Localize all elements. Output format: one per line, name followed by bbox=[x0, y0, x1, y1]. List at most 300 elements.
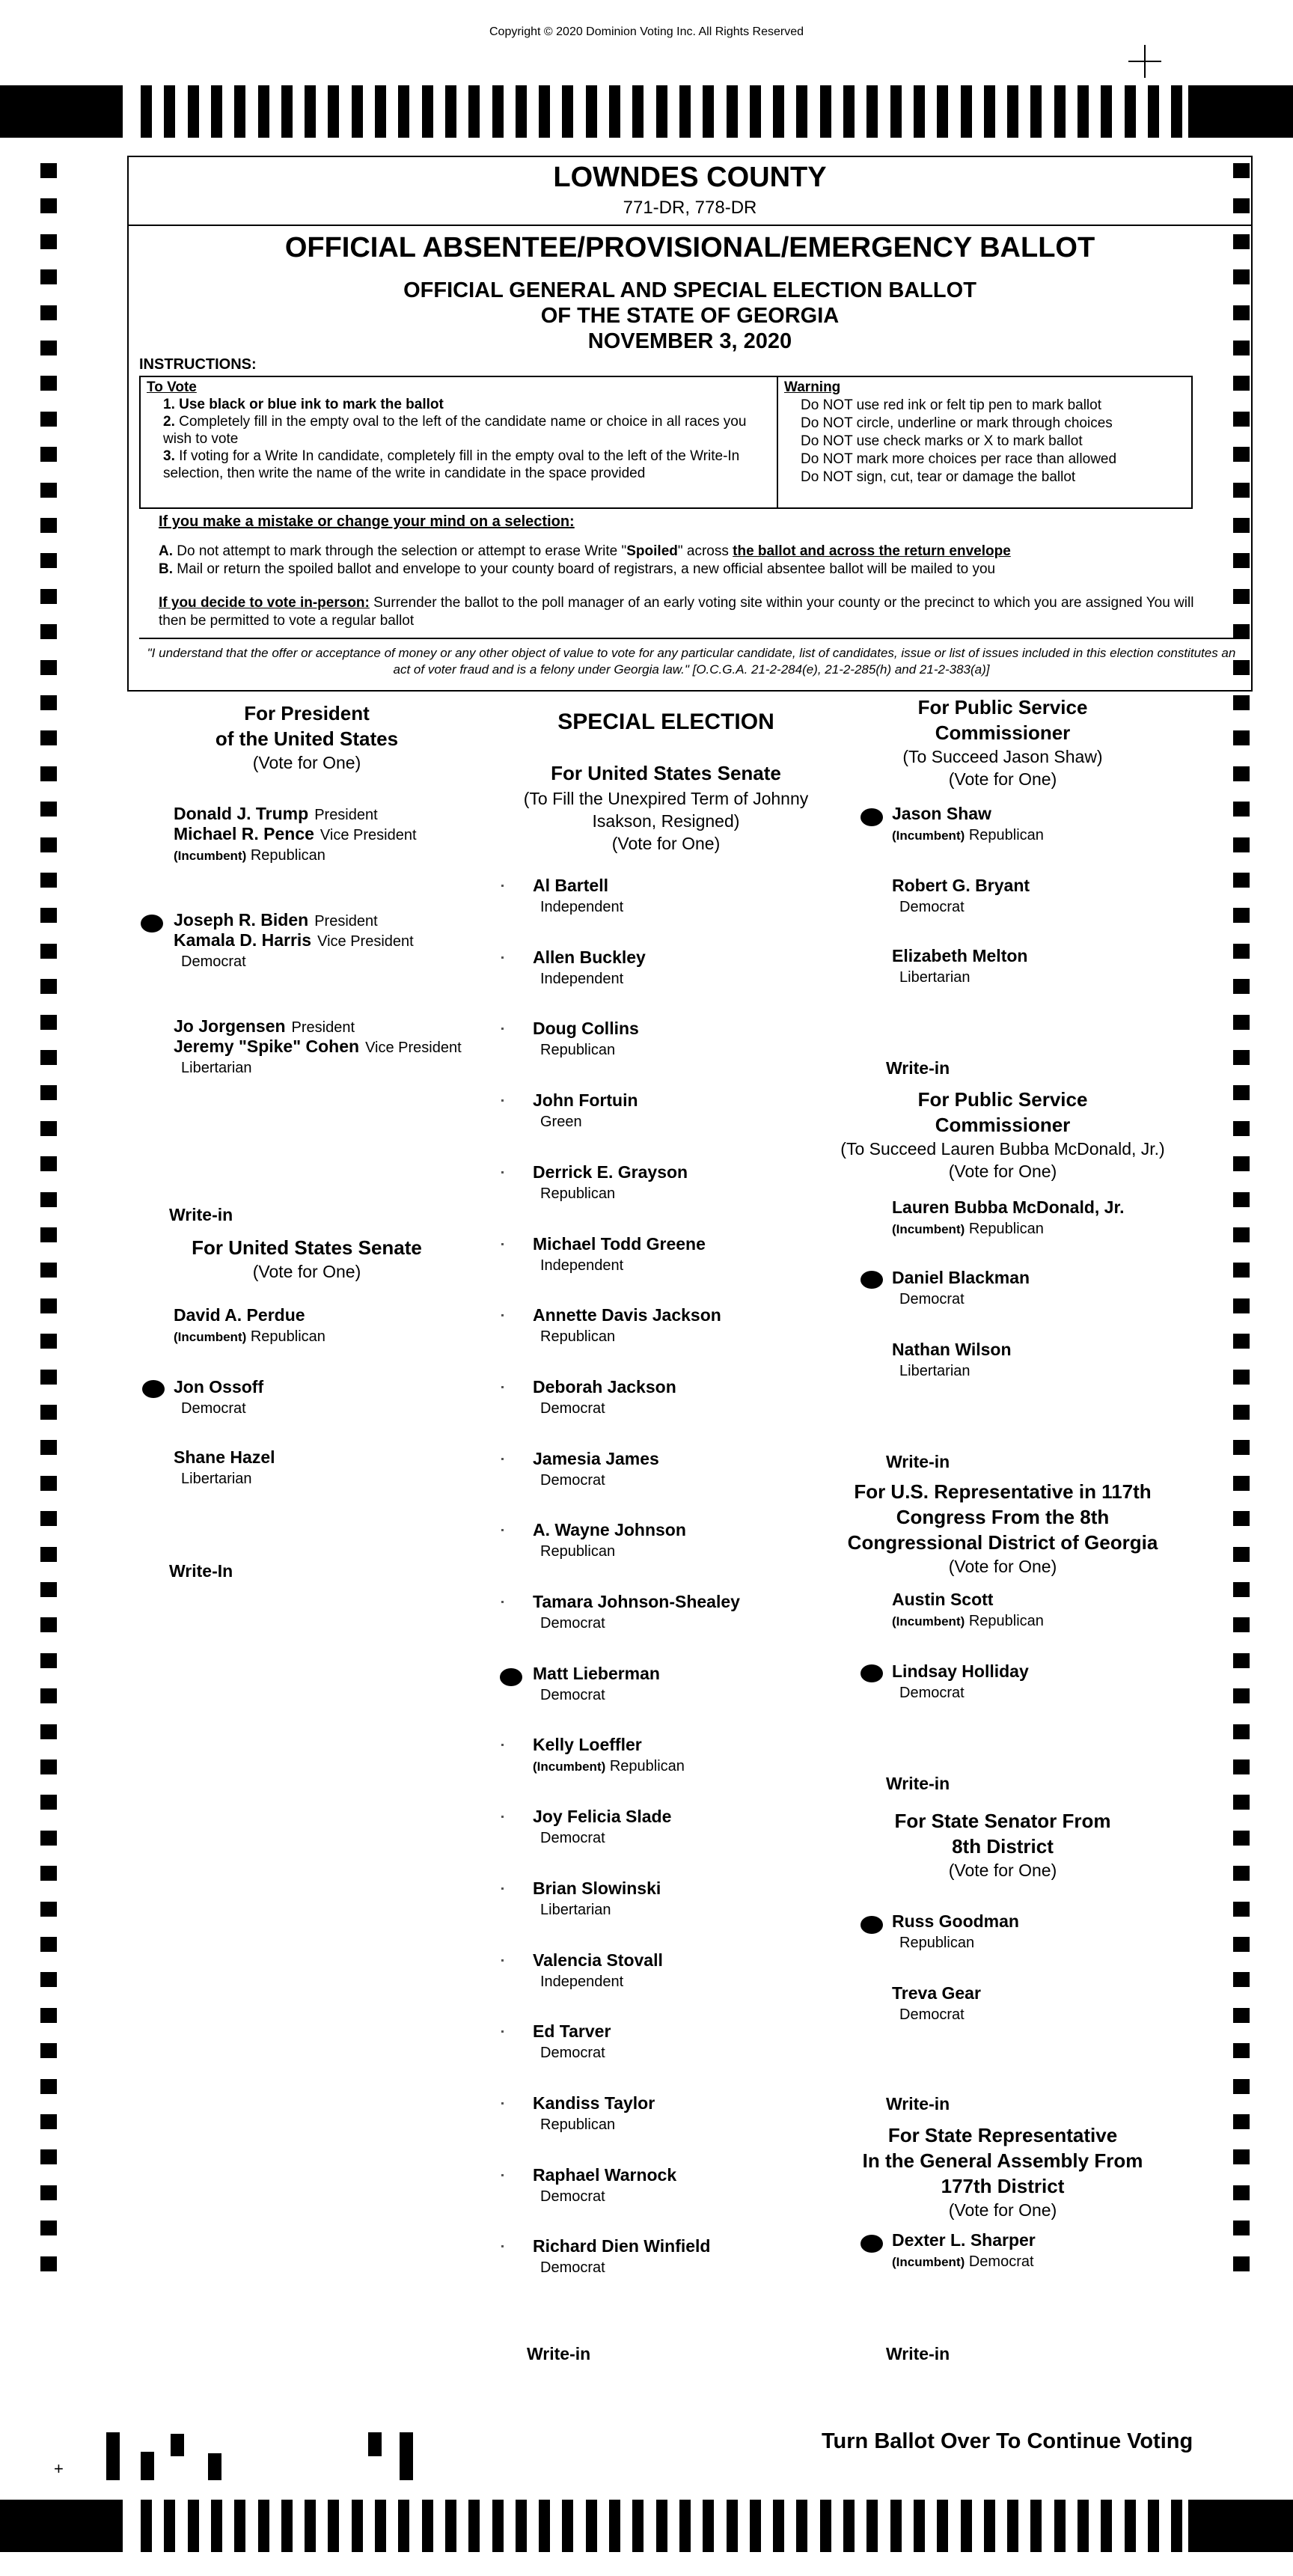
special-write-in[interactable]: Write-in bbox=[527, 2344, 591, 2363]
timing-mark bbox=[40, 1547, 57, 1562]
party-label: Republican bbox=[609, 1758, 685, 1775]
timing-stripe bbox=[703, 2500, 714, 2552]
timing-mark bbox=[40, 873, 57, 888]
candidate-name: John Fortuin bbox=[533, 1090, 638, 1111]
timing-stripe bbox=[422, 2500, 433, 2552]
timing-stripe bbox=[703, 85, 714, 138]
timing-mark bbox=[40, 1156, 57, 1171]
timing-stripe bbox=[984, 2500, 995, 2552]
timing-stripe bbox=[375, 85, 386, 138]
filled-vote-oval[interactable] bbox=[500, 1668, 522, 1686]
timing-mark bbox=[40, 1370, 57, 1385]
timing-stripe bbox=[375, 2500, 386, 2552]
timing-mark bbox=[40, 1121, 57, 1136]
timing-mark bbox=[40, 908, 57, 923]
timing-mark bbox=[40, 944, 57, 959]
special-candidate[interactable] bbox=[533, 1090, 638, 1131]
bottom-timing-bar bbox=[0, 2500, 1293, 2552]
to-vote-panel bbox=[141, 377, 778, 507]
special-candidate[interactable] bbox=[533, 947, 646, 988]
timing-stripe bbox=[820, 2500, 831, 2552]
timing-mark bbox=[40, 2185, 57, 2200]
filled-vote-oval[interactable] bbox=[861, 1271, 883, 1289]
timing-stripe bbox=[516, 2500, 527, 2552]
oath-divider bbox=[139, 638, 1241, 639]
timing-stripe bbox=[1125, 2500, 1136, 2552]
candidate-bryant[interactable]: Robert G. Bryant Democrat bbox=[892, 876, 1030, 915]
timing-stripe bbox=[796, 85, 807, 138]
candidate-gear[interactable]: Treva Gear Democrat bbox=[892, 1983, 981, 2023]
timing-stripe bbox=[1054, 2500, 1066, 2552]
us-rep-title: For U.S. Representative in 117th Congress From the 8th Congressional District of Georgia bbox=[847, 1480, 1158, 1554]
timing-mark bbox=[1233, 1688, 1250, 1703]
timing-stripe bbox=[328, 2500, 339, 2552]
registration-crosshair bbox=[1128, 45, 1161, 78]
registration-plus-icon: + bbox=[54, 2459, 64, 2478]
candidate-goodman[interactable]: Russ Goodman Republican bbox=[892, 1911, 1019, 1951]
special-candidate[interactable] bbox=[533, 1449, 659, 1489]
timing-stripe bbox=[516, 85, 527, 138]
party-label: Independent bbox=[540, 970, 624, 987]
party-label: Republican bbox=[540, 1543, 616, 1560]
empty-vote-oval[interactable] bbox=[501, 1386, 504, 1388]
timing-stripe bbox=[1125, 85, 1136, 138]
county-name: LOWNDES COUNTY bbox=[553, 162, 827, 193]
timing-mark bbox=[40, 2256, 57, 2271]
warning-panel bbox=[778, 377, 1191, 507]
timing-stripe bbox=[1030, 85, 1042, 138]
president-race-title: For President of the United States bbox=[215, 702, 399, 750]
filled-vote-oval[interactable] bbox=[142, 1380, 165, 1398]
candidate-name: Ed Tarver bbox=[533, 2021, 611, 2042]
filled-vote-oval[interactable] bbox=[141, 915, 163, 933]
timing-mark bbox=[40, 730, 57, 745]
timing-stripe bbox=[727, 2500, 738, 2552]
special-candidate[interactable] bbox=[533, 1878, 661, 1919]
timing-mark bbox=[1233, 1440, 1250, 1455]
timing-mark bbox=[40, 1972, 57, 1987]
copyright-notice: Copyright © 2020 Dominion Voting Inc. All Rights Reserved bbox=[489, 25, 804, 38]
timing-mark bbox=[40, 1476, 57, 1491]
timing-mark bbox=[40, 163, 57, 178]
timing-stripe bbox=[258, 85, 269, 138]
party-label: Democrat bbox=[540, 1686, 605, 1703]
timing-stripe bbox=[679, 2500, 691, 2552]
empty-vote-oval[interactable] bbox=[501, 1099, 504, 1102]
special-candidate[interactable] bbox=[533, 1234, 706, 1275]
timing-mark bbox=[1233, 1298, 1250, 1313]
timing-mark bbox=[40, 1866, 57, 1881]
header-divider bbox=[129, 225, 1251, 226]
psc-mcdonald-sub: (To Succeed Lauren Bubba McDonald, Jr.) (Vote for One) bbox=[840, 1139, 1165, 1181]
candidate-name: Joy Felicia Slade bbox=[533, 1807, 672, 1827]
warning-heading: Warning bbox=[784, 379, 841, 395]
timing-stripe bbox=[937, 85, 948, 138]
timing-stripe bbox=[211, 85, 222, 138]
timing-stripe bbox=[773, 85, 784, 138]
timing-mark bbox=[40, 1405, 57, 1420]
senate-write-in[interactable]: Write-In bbox=[169, 1561, 233, 1581]
timing-stripe bbox=[609, 85, 620, 138]
timing-mark bbox=[1233, 695, 1250, 710]
timing-mark bbox=[1233, 2149, 1250, 2164]
timing-mark bbox=[40, 1192, 57, 1207]
mistake-instruction-a: A. Do not attempt to mark through the selection or attempt to erase Write "Spoiled" across the ballot and across the return envelope bbox=[159, 543, 1011, 559]
timing-mark bbox=[40, 1263, 57, 1278]
timing-mark bbox=[1233, 1085, 1250, 1100]
timing-mark bbox=[40, 589, 57, 604]
timing-stripe bbox=[492, 2500, 504, 2552]
timing-mark bbox=[1233, 1334, 1250, 1349]
to-vote-step-3: 3. If voting for a Write In candidate, completely fill in the empty oval to the left of the Write-In selection, then write the name of the write in candidate in the space provided bbox=[163, 448, 740, 481]
timing-block bbox=[0, 2500, 123, 2552]
timing-stripe bbox=[750, 2500, 761, 2552]
timing-stripe bbox=[422, 85, 433, 138]
filled-vote-oval[interactable] bbox=[861, 1664, 883, 1682]
psc-mcdonald-write-in[interactable]: Write-in bbox=[886, 1452, 950, 1471]
candidate-name: Valencia Stovall bbox=[533, 1950, 663, 1970]
timing-mark bbox=[1233, 873, 1250, 888]
timing-mark bbox=[40, 660, 57, 675]
timing-stripe bbox=[305, 2500, 316, 2552]
candidate-hazel[interactable]: Shane Hazel Libertarian bbox=[174, 1447, 275, 1487]
special-candidate[interactable] bbox=[533, 2165, 676, 2206]
empty-vote-oval[interactable] bbox=[501, 1816, 504, 1818]
timing-stripe bbox=[890, 2500, 902, 2552]
party-label: Independent bbox=[540, 1973, 624, 1990]
special-candidate[interactable] bbox=[533, 1735, 685, 1775]
candidate-melton[interactable]: Elizabeth Melton Libertarian bbox=[892, 946, 1028, 986]
empty-vote-oval[interactable] bbox=[501, 1243, 504, 1245]
candidate-scott[interactable]: Austin Scott (Incumbent) Republican bbox=[892, 1590, 1044, 1629]
timing-stripe bbox=[562, 2500, 573, 2552]
special-candidate[interactable] bbox=[533, 2021, 611, 2062]
special-senate-title: For United States Senate bbox=[551, 762, 781, 784]
psc-shaw-sub: (To Succeed Jason Shaw) (Vote for One) bbox=[902, 747, 1103, 789]
president-write-in[interactable]: Write-in bbox=[169, 1205, 233, 1224]
candidate-ossoff[interactable]: Jon Ossoff Democrat bbox=[174, 1377, 264, 1417]
timing-mark bbox=[40, 376, 57, 391]
special-candidate[interactable] bbox=[533, 1162, 688, 1203]
candidate-name: Jamesia James bbox=[533, 1448, 659, 1468]
timing-mark bbox=[40, 2008, 57, 2023]
timing-mark bbox=[1233, 2185, 1250, 2200]
mistake-heading: If you make a mistake or change your mind on a selection: bbox=[159, 513, 575, 530]
candidate-blackman[interactable]: Daniel Blackman Democrat bbox=[892, 1268, 1030, 1307]
state-rep-write-in[interactable]: Write-in bbox=[886, 2344, 950, 2363]
instructions-table bbox=[139, 376, 1193, 509]
state-senate-title: For State Senator From 8th District bbox=[894, 1810, 1111, 1858]
timing-mark bbox=[40, 1653, 57, 1668]
timing-mark bbox=[40, 1440, 57, 1455]
empty-vote-oval[interactable] bbox=[501, 2030, 504, 2033]
timing-mark bbox=[40, 1688, 57, 1703]
timing-mark bbox=[40, 447, 57, 462]
candidate-name: Richard Dien Winfield bbox=[533, 2236, 711, 2256]
special-candidate[interactable] bbox=[533, 1950, 663, 1991]
state-senate-write-in[interactable]: Write-in bbox=[886, 2094, 950, 2113]
special-candidate[interactable] bbox=[533, 1592, 740, 1632]
timing-stripe bbox=[398, 2500, 409, 2552]
special-candidate[interactable] bbox=[533, 2093, 655, 2134]
timing-mark bbox=[40, 483, 57, 498]
empty-vote-oval[interactable] bbox=[501, 1959, 504, 1962]
timing-stripe bbox=[1054, 85, 1066, 138]
party-label: Independent bbox=[540, 899, 624, 915]
timing-mark bbox=[40, 1085, 57, 1100]
timing-stripe bbox=[211, 2500, 222, 2552]
timing-mark bbox=[1233, 1653, 1250, 1668]
candidate-holliday[interactable]: Lindsay Holliday Democrat bbox=[892, 1661, 1029, 1701]
timing-mark bbox=[40, 1015, 57, 1030]
party-label: Democrat bbox=[540, 2045, 605, 2062]
candidate-mcdonald[interactable]: Lauren Bubba McDonald, Jr. (Incumbent) Republican bbox=[892, 1197, 1125, 1237]
empty-vote-oval[interactable] bbox=[501, 1887, 504, 1890]
timing-mark bbox=[1233, 908, 1250, 923]
special-candidate[interactable] bbox=[533, 1019, 639, 1059]
president-vote-for: (Vote for One) bbox=[252, 753, 361, 772]
timing-mark bbox=[40, 412, 57, 427]
timing-stripe bbox=[586, 2500, 597, 2552]
special-candidate[interactable] bbox=[533, 2236, 710, 2277]
timing-stripe bbox=[609, 2500, 620, 2552]
candidate-name: A. Wayne Johnson bbox=[533, 1520, 686, 1540]
party-label: Democrat bbox=[540, 1471, 605, 1489]
instructions-label: INSTRUCTIONS: bbox=[139, 356, 257, 373]
timing-mark bbox=[1233, 1937, 1250, 1952]
timing-stripe bbox=[539, 2500, 550, 2552]
filled-vote-oval[interactable] bbox=[861, 808, 883, 826]
timing-mark bbox=[1233, 2008, 1250, 2023]
ballot-header-box bbox=[127, 156, 1253, 692]
senate-race-title: For United States Senate bbox=[192, 1236, 422, 1259]
psc-shaw-write-in[interactable]: Write-in bbox=[886, 1058, 950, 1078]
mistake-instruction-b: B. Mail or return the spoiled ballot and envelope to your county board of registrars, a new official absentee ballot will be mailed to you bbox=[159, 561, 996, 577]
candidate-name: Allen Buckley bbox=[533, 947, 646, 967]
warning-item: Do NOT use check marks or X to mark ballot bbox=[801, 433, 1083, 449]
timing-stripe bbox=[1078, 2500, 1089, 2552]
timing-mark bbox=[1233, 1192, 1250, 1207]
timing-stripe bbox=[1030, 2500, 1042, 2552]
candidate-name: Raphael Warnock bbox=[533, 2164, 677, 2185]
special-candidate[interactable] bbox=[533, 1305, 721, 1346]
special-candidate[interactable] bbox=[533, 1520, 686, 1560]
timing-mark bbox=[40, 2079, 57, 2094]
filled-vote-oval[interactable] bbox=[861, 1916, 883, 1934]
timing-stripe bbox=[914, 85, 925, 138]
candidate-name: Tamara Johnson-Shealey bbox=[533, 1592, 740, 1611]
in-person-instruction: If you decide to vote in-person: Surrender the ballot to the poll manager of an early voting site within your county or the precinct to which you are assigned You will then be permitted to vote a regular ballot bbox=[159, 595, 1194, 629]
timing-stripe bbox=[445, 85, 456, 138]
candidate-shaw[interactable]: Jason Shaw (Incumbent) Republican bbox=[892, 804, 1044, 843]
timing-mark bbox=[1233, 1121, 1250, 1136]
timing-stripe bbox=[234, 2500, 245, 2552]
state-rep-vote-for: (Vote for One) bbox=[948, 2200, 1057, 2220]
special-candidate[interactable] bbox=[533, 1664, 660, 1704]
special-candidate[interactable] bbox=[533, 876, 623, 916]
timing-mark bbox=[40, 2114, 57, 2129]
timing-stripe bbox=[656, 85, 667, 138]
timing-stripe bbox=[586, 85, 597, 138]
incumbent-label: (Incumbent) bbox=[533, 1759, 606, 1774]
special-candidate[interactable] bbox=[533, 1377, 676, 1417]
timing-mark bbox=[1233, 2079, 1250, 2094]
timing-mark bbox=[40, 766, 57, 781]
special-candidate[interactable] bbox=[533, 1807, 671, 1847]
timing-stripe bbox=[632, 2500, 644, 2552]
timing-mark bbox=[40, 802, 57, 817]
empty-vote-oval[interactable] bbox=[501, 1314, 504, 1316]
empty-vote-oval[interactable] bbox=[501, 2174, 504, 2176]
timing-mark bbox=[1233, 1156, 1250, 1171]
empty-vote-oval[interactable] bbox=[501, 1458, 504, 1460]
empty-vote-oval[interactable] bbox=[501, 1601, 504, 1603]
empty-vote-oval[interactable] bbox=[501, 885, 504, 887]
timing-mark bbox=[40, 305, 57, 320]
timing-mark bbox=[40, 1334, 57, 1349]
timing-mark bbox=[40, 234, 57, 249]
state-senate-vote-for: (Vote for One) bbox=[948, 1861, 1057, 1880]
timing-mark bbox=[1233, 1724, 1250, 1739]
timing-mark bbox=[1233, 1759, 1250, 1774]
candidate-biden-harris[interactable]: Joseph R. Biden President Kamala D. Harris Vice President Democrat bbox=[174, 910, 414, 970]
candidate-name: Deborah Jackson bbox=[533, 1376, 676, 1397]
precinct-codes: 771-DR, 778-DR bbox=[623, 198, 757, 218]
voter-fraud-oath: "I understand that the offer or acceptance of money or any other object of value to vote for any particular candidate, list of candidates, issue or list of issues included in this election constitutes an act of voter fraud and is a felony under Georgia law." [O.C.G.A. 21-2-284(e), 21-2-285(h) and 21-2-383(a)] bbox=[147, 646, 1236, 677]
timing-mark bbox=[40, 624, 57, 639]
timing-mark bbox=[1233, 1795, 1250, 1810]
empty-vote-oval[interactable] bbox=[501, 1529, 504, 1531]
timing-stripe bbox=[773, 2500, 784, 2552]
empty-vote-oval[interactable] bbox=[501, 956, 504, 959]
timing-stripe bbox=[796, 2500, 807, 2552]
timing-stripe bbox=[164, 85, 175, 138]
us-rep-write-in[interactable]: Write-in bbox=[886, 1774, 950, 1793]
special-election-heading: SPECIAL ELECTION bbox=[557, 709, 774, 734]
timing-mark bbox=[40, 1902, 57, 1917]
timing-stripe bbox=[258, 2500, 269, 2552]
candidate-wilson[interactable]: Nathan Wilson Libertarian bbox=[892, 1340, 1012, 1379]
timing-mark bbox=[40, 1617, 57, 1632]
timing-stripe bbox=[164, 2500, 175, 2552]
candidate-name: Brian Slowinski bbox=[533, 1878, 661, 1898]
candidate-name: Michael Todd Greene bbox=[533, 1233, 706, 1254]
timing-stripe bbox=[632, 85, 644, 138]
timing-mark bbox=[40, 837, 57, 852]
state-rep-title: For State Representative In the General Assembly From 177th District bbox=[862, 2124, 1143, 2197]
timing-stripe bbox=[281, 2500, 293, 2552]
timing-mark bbox=[1233, 2043, 1250, 2058]
timing-stripe bbox=[843, 2500, 855, 2552]
to-vote-step-2: 2. Completely fill in the empty oval to the left of the candidate name or choice in all races you wish to vote bbox=[163, 414, 747, 447]
empty-vote-oval[interactable] bbox=[501, 2102, 504, 2105]
timing-stripe bbox=[890, 85, 902, 138]
timing-mark bbox=[40, 1724, 57, 1739]
timing-stripe bbox=[866, 85, 878, 138]
timing-stripe bbox=[234, 85, 245, 138]
timing-mark bbox=[1233, 1902, 1250, 1917]
warning-item: Do NOT use red ink or felt tip pen to mark ballot bbox=[801, 397, 1101, 413]
empty-vote-oval[interactable] bbox=[501, 1171, 504, 1173]
timing-mark bbox=[1233, 1405, 1250, 1420]
timing-mark bbox=[40, 2043, 57, 2058]
timing-mark bbox=[1233, 2221, 1250, 2235]
timing-stripe bbox=[281, 85, 293, 138]
empty-vote-oval[interactable] bbox=[501, 1028, 504, 1030]
empty-vote-oval[interactable] bbox=[501, 2245, 504, 2247]
candidate-trump-pence[interactable]: Donald J. Trump President Michael R. Pence Vice President (Incumbent) Republican bbox=[174, 804, 417, 864]
timing-mark bbox=[1233, 1582, 1250, 1597]
timing-stripe bbox=[1007, 2500, 1018, 2552]
warning-item: Do NOT mark more choices per race than allowed bbox=[801, 451, 1117, 467]
timing-stripe bbox=[961, 2500, 972, 2552]
timing-mark bbox=[1233, 837, 1250, 852]
senate-vote-for: (Vote for One) bbox=[252, 1262, 361, 1281]
timing-stripe bbox=[141, 85, 152, 138]
party-label: Democrat bbox=[540, 1615, 605, 1632]
candidate-perdue[interactable]: David A. Perdue (Incumbent) Republican bbox=[174, 1305, 325, 1345]
to-vote-step-1: 1. Use black or blue ink to mark the ballot bbox=[163, 397, 444, 412]
timing-stripe bbox=[188, 85, 199, 138]
timing-mark bbox=[1233, 1972, 1250, 1987]
candidate-jorgensen-cohen[interactable]: Jo Jorgensen President Jeremy "Spike" Cohen Vice President Libertarian bbox=[174, 1016, 462, 1076]
timing-mark bbox=[1233, 979, 1250, 994]
timing-stripe bbox=[188, 2500, 199, 2552]
us-rep-vote-for: (Vote for One) bbox=[948, 1557, 1057, 1576]
timing-mark bbox=[40, 1795, 57, 1810]
warning-item: Do NOT circle, underline or mark through choices bbox=[801, 415, 1113, 431]
filled-vote-oval[interactable] bbox=[861, 2235, 883, 2253]
timing-stripe bbox=[1101, 2500, 1112, 2552]
timing-stripe bbox=[984, 85, 995, 138]
timing-mark bbox=[1233, 2114, 1250, 2129]
timing-mark bbox=[1233, 1831, 1250, 1846]
timing-mark bbox=[40, 1227, 57, 1242]
timing-stripe bbox=[1078, 85, 1089, 138]
special-senate-sub: (To Fill the Unexpired Term of Johnny Isakson, Resigned) (Vote for One) bbox=[523, 789, 809, 853]
timing-mark bbox=[40, 1937, 57, 1952]
candidate-name: Kandiss Taylor bbox=[533, 2093, 655, 2113]
party-label: Republican bbox=[540, 1328, 616, 1346]
timing-stripe bbox=[843, 85, 855, 138]
party-label: Democrat bbox=[540, 2259, 605, 2277]
timing-mark bbox=[40, 1759, 57, 1774]
timing-stripe bbox=[866, 2500, 878, 2552]
party-label: Green bbox=[540, 1114, 582, 1131]
timing-stripe bbox=[141, 2500, 152, 2552]
timing-stripe bbox=[679, 85, 691, 138]
timing-stripe bbox=[1007, 85, 1018, 138]
timing-stripe bbox=[727, 85, 738, 138]
timing-block bbox=[0, 85, 123, 138]
empty-vote-oval[interactable] bbox=[501, 1744, 504, 1746]
timing-mark bbox=[40, 1050, 57, 1065]
timing-mark bbox=[1233, 1476, 1250, 1491]
timing-mark bbox=[40, 2221, 57, 2235]
timing-mark bbox=[1233, 730, 1250, 745]
candidate-name: Al Bartell bbox=[533, 876, 608, 895]
party-label: Democrat bbox=[540, 1830, 605, 1847]
party-label: Republican bbox=[540, 1185, 616, 1202]
timing-stripe bbox=[305, 85, 316, 138]
timing-mark bbox=[1233, 802, 1250, 817]
candidate-sharper[interactable]: Dexter L. Sharper (Incumbent) Democrat bbox=[892, 2230, 1036, 2270]
timing-mark bbox=[40, 198, 57, 213]
timing-mark bbox=[40, 695, 57, 710]
timing-stripe bbox=[445, 2500, 456, 2552]
timing-mark bbox=[40, 1582, 57, 1597]
timing-mark bbox=[40, 979, 57, 994]
